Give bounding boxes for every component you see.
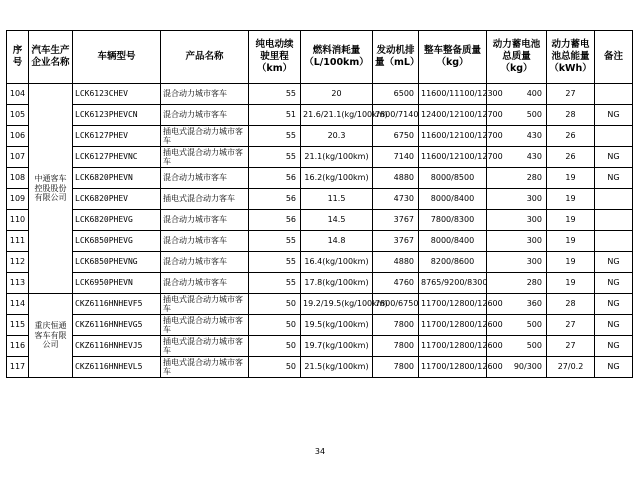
product-cell: 混合动力城市客车 [161, 273, 249, 294]
fuel-cell: 20.3 [301, 126, 373, 147]
product-cell: 插电式混合动力城市客车 [161, 126, 249, 147]
table-row [7, 252, 633, 273]
range-cell: 51 [249, 105, 301, 126]
product-cell: 混合动力城市客车 [161, 231, 249, 252]
product-cell: 插电式混合动力城市客车 [161, 357, 249, 378]
range-cell: 55 [249, 231, 301, 252]
batt-mass-cell: 300 [487, 189, 547, 210]
note-cell [595, 84, 633, 105]
fuel-cell: 21.5(kg/100km) [301, 357, 373, 378]
product-cell: 插电式混合动力城市客车 [161, 315, 249, 336]
disp-cell: 7800 [373, 357, 419, 378]
batt-mass-cell: 280 [487, 273, 547, 294]
energy-cell: 19 [547, 210, 595, 231]
disp-cell: 6500 [373, 84, 419, 105]
model-cell: LCK6850PHEVG [73, 231, 161, 252]
mass-cell: 12400/12100/12700 [419, 105, 487, 126]
model-cell: CKZ6116HNHEVG5 [73, 315, 161, 336]
mass-cell: 11700/12800/12600 [419, 315, 487, 336]
mass-cell: 8000/8500 [419, 168, 487, 189]
mass-cell: 11600/11100/12300 [419, 84, 487, 105]
note-cell: NG [595, 273, 633, 294]
header-cell: 动力蓄电池总质量（kg） [487, 31, 547, 84]
model-cell: LCK6950PHEVN [73, 273, 161, 294]
header-cell: 备注 [595, 31, 633, 84]
note-cell: NG [595, 336, 633, 357]
model-cell: LCK6820PHEVN [73, 168, 161, 189]
note-cell: NG [595, 147, 633, 168]
header-cell: 燃料消耗量（L/100km） [301, 31, 373, 84]
mass-cell: 8765/9200/8300 [419, 273, 487, 294]
product-cell: 插电式混合动力客车 [161, 189, 249, 210]
fuel-cell: 19.5(kg/100km) [301, 315, 373, 336]
no-cell: 108 [7, 168, 29, 189]
batt-mass-cell: 300 [487, 252, 547, 273]
model-cell: LCK6850PHEVNG [73, 252, 161, 273]
mass-cell: 11700/12800/12600 [419, 357, 487, 378]
fuel-cell: 17.8(kg/100km) [301, 273, 373, 294]
header-cell: 产品名称 [161, 31, 249, 84]
batt-mass-cell: 500 [487, 315, 547, 336]
disp-cell: 4880 [373, 252, 419, 273]
table-row [7, 189, 633, 210]
fuel-cell: 11.5 [301, 189, 373, 210]
table-row [7, 294, 633, 315]
table-row [7, 336, 633, 357]
no-cell: 115 [7, 315, 29, 336]
energy-cell: 27 [547, 336, 595, 357]
product-cell: 插电式混合动力城市客车 [161, 294, 249, 315]
range-cell: 56 [249, 189, 301, 210]
product-cell: 混合动力城市客车 [161, 105, 249, 126]
energy-cell: 28 [547, 294, 595, 315]
energy-cell: 19 [547, 252, 595, 273]
energy-cell: 19 [547, 168, 595, 189]
disp-cell: 4760 [373, 273, 419, 294]
no-cell: 114 [7, 294, 29, 315]
header-cell: 发动机排量（mL） [373, 31, 419, 84]
range-cell: 50 [249, 357, 301, 378]
fuel-cell: 14.5 [301, 210, 373, 231]
mass-cell: 7800/8300 [419, 210, 487, 231]
product-cell: 混合动力城市客车 [161, 168, 249, 189]
energy-cell: 27 [547, 315, 595, 336]
batt-mass-cell: 400 [487, 84, 547, 105]
header-cell: 整车整备质量（kg） [419, 31, 487, 84]
product-cell: 混合动力城市客车 [161, 84, 249, 105]
batt-mass-cell: 360 [487, 294, 547, 315]
note-cell: NG [595, 294, 633, 315]
range-cell: 50 [249, 336, 301, 357]
energy-cell: 26 [547, 126, 595, 147]
disp-cell: 4880 [373, 168, 419, 189]
fuel-cell: 21.6/21.1(kg/100km) [301, 105, 373, 126]
table-row [7, 126, 633, 147]
no-cell: 117 [7, 357, 29, 378]
model-cell: LCK6127PHEVNC [73, 147, 161, 168]
mass-cell: 11600/12100/12700 [419, 126, 487, 147]
model-cell: LCK6127PHEV [73, 126, 161, 147]
table-row [7, 105, 633, 126]
range-cell: 50 [249, 315, 301, 336]
batt-mass-cell: 280 [487, 168, 547, 189]
range-cell: 50 [249, 294, 301, 315]
note-cell [595, 210, 633, 231]
no-cell: 111 [7, 231, 29, 252]
note-cell: NG [595, 252, 633, 273]
disp-cell: 3767 [373, 210, 419, 231]
model-cell: LCK6820PHEVG [73, 210, 161, 231]
range-cell: 55 [249, 252, 301, 273]
mass-cell: 8000/8400 [419, 189, 487, 210]
table-row [7, 210, 633, 231]
no-cell: 107 [7, 147, 29, 168]
disp-cell: 6750 [373, 126, 419, 147]
batt-mass-cell: 500 [487, 336, 547, 357]
energy-cell: 19 [547, 189, 595, 210]
batt-mass-cell: 430 [487, 126, 547, 147]
energy-cell: 19 [547, 273, 595, 294]
note-cell: NG [595, 315, 633, 336]
product-cell: 插电式混合动力城市客车 [161, 147, 249, 168]
header-cell: 汽车生产企业名称 [29, 31, 73, 84]
header-cell: 车辆型号 [73, 31, 161, 84]
model-cell: LCK6123PHEVCN [73, 105, 161, 126]
fuel-cell: 21.1(kg/100km) [301, 147, 373, 168]
range-cell: 55 [249, 273, 301, 294]
table-row [7, 84, 633, 105]
no-cell: 110 [7, 210, 29, 231]
header-cell: 序号 [7, 31, 29, 84]
no-cell: 113 [7, 273, 29, 294]
table-row [7, 357, 633, 378]
no-cell: 106 [7, 126, 29, 147]
note-cell [595, 231, 633, 252]
note-cell [595, 189, 633, 210]
no-cell: 116 [7, 336, 29, 357]
company-cell: 重庆恒通客车有限公司 [29, 294, 73, 378]
batt-mass-cell: 300 [487, 210, 547, 231]
batt-mass-cell: 90/300 [487, 357, 547, 378]
energy-cell: 28 [547, 105, 595, 126]
range-cell: 55 [249, 147, 301, 168]
disp-cell: 3767 [373, 231, 419, 252]
table-row [7, 273, 633, 294]
note-cell [595, 126, 633, 147]
range-cell: 55 [249, 84, 301, 105]
page-number: 34 [314, 447, 326, 456]
disp-cell: 7140 [373, 147, 419, 168]
note-cell: NG [595, 168, 633, 189]
product-cell: 混合动力城市客车 [161, 252, 249, 273]
disp-cell: 7800/7140 [373, 105, 419, 126]
fuel-cell: 14.8 [301, 231, 373, 252]
vehicle-catalog-table [6, 30, 633, 378]
energy-cell: 27 [547, 84, 595, 105]
model-cell: CKZ6116HNHEVL5 [73, 357, 161, 378]
fuel-cell: 19.7(kg/100km) [301, 336, 373, 357]
mass-cell: 8200/8600 [419, 252, 487, 273]
mass-cell: 11600/12100/12700 [419, 147, 487, 168]
fuel-cell: 20 [301, 84, 373, 105]
disp-cell: 7800/6750 [373, 294, 419, 315]
table-row [7, 168, 633, 189]
batt-mass-cell: 430 [487, 147, 547, 168]
table-header [7, 31, 633, 84]
range-cell: 56 [249, 210, 301, 231]
mass-cell: 8000/8400 [419, 231, 487, 252]
no-cell: 112 [7, 252, 29, 273]
no-cell: 104 [7, 84, 29, 105]
mass-cell: 11700/12800/12600 [419, 336, 487, 357]
header-cell: 动力蓄电池总能量（kWh） [547, 31, 595, 84]
no-cell: 109 [7, 189, 29, 210]
energy-cell: 27/0.2 [547, 357, 595, 378]
range-cell: 55 [249, 126, 301, 147]
note-cell: NG [595, 357, 633, 378]
model-cell: LCK6123CHEV [73, 84, 161, 105]
product-cell: 混合动力城市客车 [161, 210, 249, 231]
table-body [7, 84, 633, 378]
table-row [7, 231, 633, 252]
model-cell: LCK6820PHEV [73, 189, 161, 210]
note-cell: NG [595, 105, 633, 126]
energy-cell: 26 [547, 147, 595, 168]
disp-cell: 4730 [373, 189, 419, 210]
mass-cell: 11700/12800/12600 [419, 294, 487, 315]
fuel-cell: 16.4(kg/100km) [301, 252, 373, 273]
header-cell: 纯电动续驶里程（km） [249, 31, 301, 84]
fuel-cell: 19.2/19.5(kg/100km) [301, 294, 373, 315]
range-cell: 56 [249, 168, 301, 189]
disp-cell: 7800 [373, 336, 419, 357]
table-row [7, 147, 633, 168]
model-cell: CKZ6116HNHEVJ5 [73, 336, 161, 357]
company-cell: 中通客车控股股份有限公司 [29, 84, 73, 294]
table-row [7, 315, 633, 336]
no-cell: 105 [7, 105, 29, 126]
energy-cell: 19 [547, 231, 595, 252]
fuel-cell: 16.2(kg/100km) [301, 168, 373, 189]
batt-mass-cell: 500 [487, 105, 547, 126]
model-cell: CKZ6116HNHEVF5 [73, 294, 161, 315]
disp-cell: 7800 [373, 315, 419, 336]
batt-mass-cell: 300 [487, 231, 547, 252]
product-cell: 插电式混合动力城市客车 [161, 336, 249, 357]
